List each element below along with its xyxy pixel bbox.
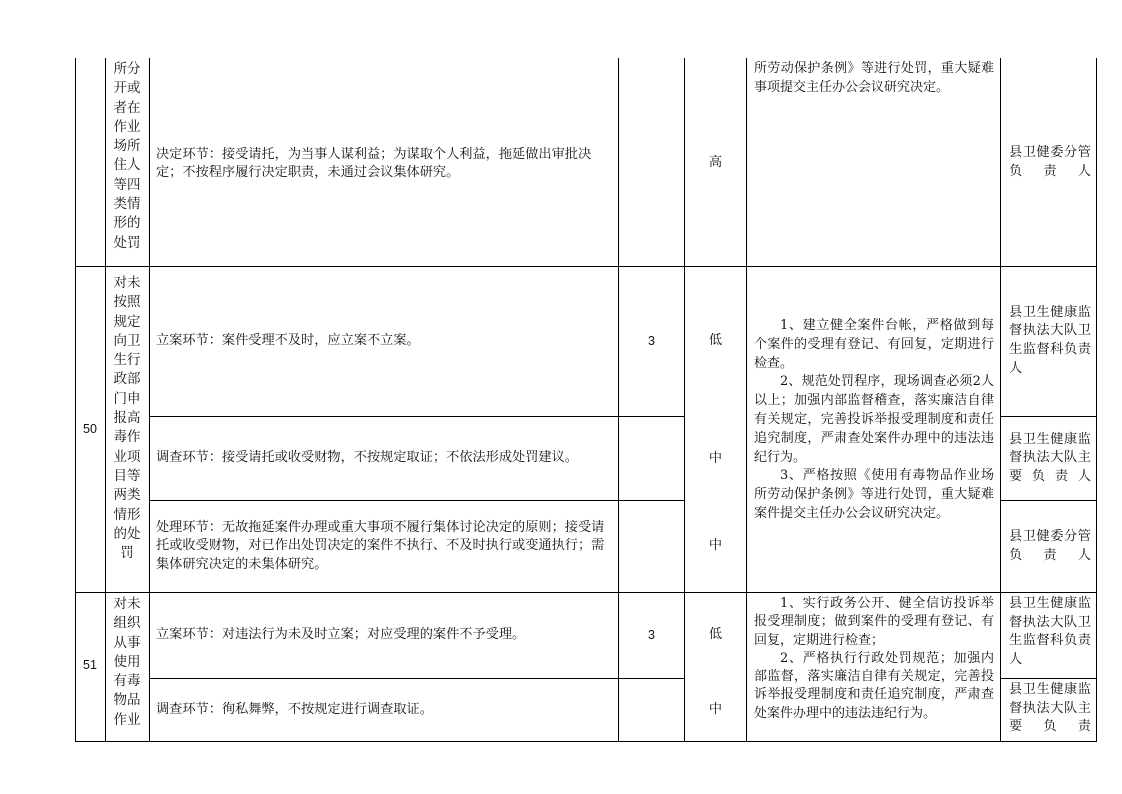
responsible-text: 县卫生健康监督执法大队主要负责人 <box>1009 431 1091 484</box>
grid-line <box>149 58 150 742</box>
measure-r50 <box>746 317 1000 547</box>
measure-item: 3、严格按照《使用有毒物品作业场所劳动保护条例》等进行处罚，重大疑难案件提交主任办公会议研究决定。 <box>754 468 994 521</box>
risk-link-r50-2 <box>156 417 614 500</box>
row-number-51: 51 <box>83 657 97 672</box>
risk-link-r50-1 <box>156 267 614 416</box>
responsible-r50-1 <box>1001 300 1096 382</box>
risk-link-text: 决定环节：接受请托，为当事人谋利益；为谋取个人利益，拖延做出审批决定；不按程序履行决定职责，未通过会议集体研究。 <box>156 146 592 180</box>
risk-level-r51-1: 低 <box>708 626 723 642</box>
risk-link-r50-3 <box>156 501 614 592</box>
risk-level-r50-3: 中 <box>708 537 723 553</box>
measure-r49 <box>746 60 1000 120</box>
risk-level-r49: 高 <box>708 154 723 170</box>
measure-item: 1、建立健全案件台帐，严格做到每个案件的受理有登记、有回复，定期进行检查。 <box>754 318 994 371</box>
responsible-r50-2 <box>1001 417 1096 500</box>
responsible-text: 县卫健委分管负责人 <box>1009 145 1091 179</box>
responsible-text: 县卫生健康监督执法大队卫生监督科负责人 <box>1009 304 1091 376</box>
risk-link-r49 <box>156 140 614 188</box>
grid-line <box>75 58 76 742</box>
risk-level-r51-2: 中 <box>708 701 723 717</box>
responsible-text: 县卫生健康监督执法大队卫生监督科负责人 <box>1009 596 1091 667</box>
risk-link-text: 立案环节：案件受理不及时，应立案不立案。 <box>156 333 420 349</box>
risk-link-r51-1 <box>156 593 614 678</box>
responsible-r49 <box>1001 144 1096 184</box>
responsible-r51-1 <box>1001 595 1096 677</box>
measure-item: 2、规范处罚程序，现场调查必须2人以上；加强内部监督稽查，落实廉洁自律有关规定，完善投诉举报受理制度和责任追究制度，严肃查处案件办理中的违法违纪行为。 <box>754 374 994 465</box>
risk-link-r51-2 <box>156 679 614 741</box>
item-name-r49: 所分开或者在作业场所住人等四类情形的处罚 <box>113 61 141 251</box>
grid-line <box>75 741 1097 742</box>
count-r51: 3 <box>648 627 655 642</box>
risk-link-text: 调查环节：接受请托或收受财物，不按规定取证；不依法形成处罚建议。 <box>156 450 578 466</box>
measure-item: 1、实行政务公开、健全信访投诉举报受理制度；做到案件的受理有登记、有回复，定期进行检查； <box>754 596 994 648</box>
responsible-r51-2 <box>1001 681 1096 741</box>
responsible-text: 县卫生健康监督执法大队主要负责 <box>1009 682 1091 735</box>
risk-level-r50-1: 低 <box>708 332 723 348</box>
responsible-r50-3 <box>1001 501 1096 592</box>
measure-r51 <box>746 595 1000 741</box>
item-name-r51: 对未组织从事使用有毒物品作业 <box>113 596 141 728</box>
risk-link-text: 处理环节：无故拖延案件办理或重大事项不履行集体讨论决定的原则；接受请托或收受财物，对已作出处罚决定的案件不执行、不及时执行或变通执行；需集体研究决定的未集体研究。 <box>156 519 605 572</box>
grid-line <box>1096 58 1097 742</box>
measure-text: 所劳动保护条例》等进行处罚，重大疑难事项提交主任办公会议研究决定。 <box>754 61 994 95</box>
row-number-50: 50 <box>83 421 97 436</box>
item-name-r50: 对未按照规定向卫生行政部门申报高毒作业项目等两类情形的处罚 <box>113 275 141 562</box>
grid-line <box>1000 678 1097 679</box>
risk-level-r50-2: 中 <box>708 450 723 466</box>
responsible-text: 县卫健委分管负责人 <box>1009 528 1091 563</box>
grid-line <box>105 58 106 742</box>
count-r50: 3 <box>648 333 655 348</box>
measure-item: 2、严格执行行政处罚规范；加强内部监督，落实廉洁自律有关规定，完善投诉举报受理制度和责任追究制度，严肃查处案件办理中的违法违纪行为。 <box>754 650 994 721</box>
risk-link-text: 立案环节：对违法行为未及时立案；对应受理的案件不予受理。 <box>156 627 526 643</box>
risk-link-text: 调查环节：徇私舞弊，不按规定进行调查取证。 <box>156 701 433 717</box>
